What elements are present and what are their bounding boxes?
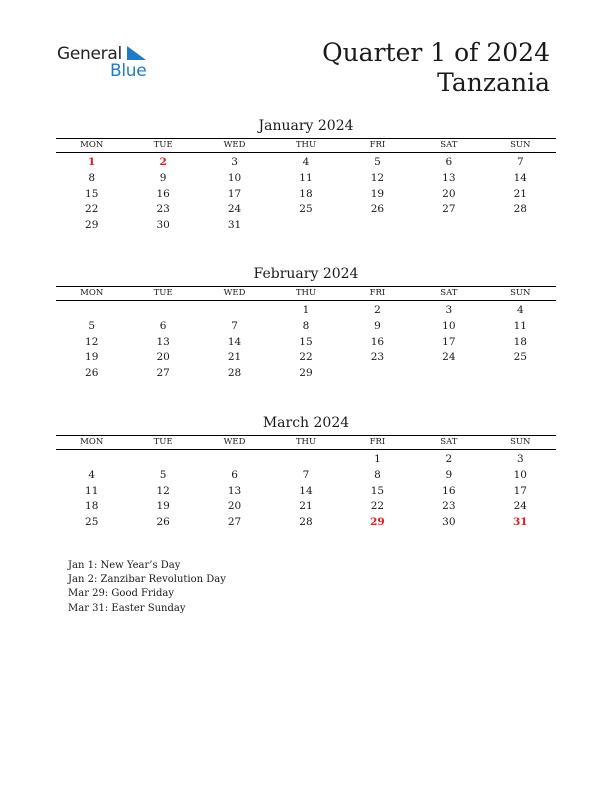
weekday-sat: SAT (440, 288, 458, 298)
day-cell: 10 (513, 468, 527, 481)
day-grid (56, 452, 556, 531)
day-cell: 26 (85, 367, 99, 380)
day-cell: 12 (156, 484, 170, 497)
day-cell: 12 (370, 171, 385, 184)
empty-day-cell (127, 452, 198, 468)
day-cell: 17 (513, 484, 527, 497)
day-cell: 13 (156, 335, 170, 348)
day-cell: 29 (299, 367, 313, 380)
day-cell: 9 (159, 171, 167, 184)
day-cell: 13 (442, 171, 456, 184)
day-grid (56, 155, 556, 250)
weekday-sun: SUN (510, 437, 531, 447)
empty-day-cell (485, 366, 556, 382)
empty-day-cell (413, 366, 484, 382)
day-cell: 19 (85, 351, 99, 364)
weekday-header (56, 286, 556, 301)
holiday-note: Jan 2: Zanzibar Revolution Day (68, 574, 226, 586)
day-cell: 25 (299, 203, 313, 216)
logo-text-blue: Blue (110, 61, 147, 81)
empty-day-cell (56, 452, 127, 468)
day-cell: 21 (299, 500, 313, 513)
day-cell: 26 (370, 203, 385, 216)
day-cell: 8 (374, 468, 381, 481)
page-title (322, 38, 550, 98)
month-march (56, 414, 556, 531)
day-cell: 17 (227, 187, 242, 200)
day-cell: 5 (159, 468, 167, 481)
title-country: Tanzania (437, 68, 550, 97)
day-cell: 15 (299, 335, 313, 348)
empty-day-cell (199, 452, 270, 468)
day-cell: 9 (374, 319, 381, 332)
holiday-notes (68, 559, 226, 616)
day-cell: 15 (370, 484, 385, 497)
day-cell: 30 (156, 219, 170, 232)
month-title: March 2024 (262, 415, 350, 431)
weekday-thu: THU (295, 288, 317, 298)
day-cell: 28 (513, 203, 527, 216)
day-cell: 8 (302, 319, 310, 332)
day-cell: 18 (85, 500, 99, 513)
weekday-tue: TUE (153, 140, 173, 150)
holiday-day-cell: 31 (512, 516, 528, 529)
weekday-tue: TUE (153, 437, 173, 447)
day-cell: 19 (370, 187, 385, 200)
holiday-day-cell: 2 (159, 156, 167, 168)
day-cell: 22 (370, 500, 385, 513)
day-cell: 13 (227, 484, 242, 497)
day-cell: 21 (227, 351, 242, 364)
day-cell: 2 (374, 304, 381, 316)
weekday-thu: THU (295, 140, 317, 150)
day-cell: 17 (442, 335, 456, 348)
logo-text-general: General (57, 44, 122, 64)
weekday-sun: SUN (510, 140, 531, 150)
month-title: January 2024 (258, 118, 354, 134)
day-cell: 14 (513, 171, 527, 184)
day-cell: 3 (516, 453, 524, 465)
day-cell: 30 (442, 516, 456, 529)
weekday-wed: WED (223, 437, 246, 447)
day-cell: 1 (374, 453, 381, 465)
weekday-sat: SAT (440, 437, 458, 447)
empty-day-cell (270, 452, 341, 468)
month-february (56, 265, 556, 382)
day-cell: 2 (445, 453, 453, 465)
day-cell: 5 (88, 319, 96, 332)
day-cell: 4 (516, 304, 524, 316)
day-cell: 14 (299, 484, 313, 497)
day-cell: 7 (302, 468, 310, 481)
day-cell: 3 (445, 304, 453, 316)
month-january (56, 117, 556, 250)
weekday-fri: FRI (369, 288, 386, 298)
day-cell: 11 (299, 171, 313, 184)
day-cell: 8 (88, 171, 96, 184)
day-cell: 20 (227, 500, 242, 513)
holiday-note: Mar 29: Good Friday (68, 588, 174, 600)
day-cell: 14 (227, 335, 242, 348)
day-cell: 26 (156, 516, 170, 529)
day-cell: 22 (299, 351, 313, 364)
weekday-mon: MON (80, 140, 104, 150)
day-cell: 22 (85, 203, 99, 216)
day-cell: 6 (445, 156, 453, 168)
weekday-wed: WED (223, 140, 246, 150)
day-cell: 11 (85, 484, 99, 497)
day-cell: 29 (85, 219, 99, 232)
day-cell: 31 (227, 219, 242, 232)
empty-day-cell (56, 234, 127, 250)
day-cell: 7 (516, 156, 524, 168)
weekday-sun: SUN (510, 288, 531, 298)
day-cell: 28 (227, 367, 242, 380)
day-cell: 19 (156, 500, 170, 513)
day-cell: 4 (302, 156, 310, 168)
day-cell: 23 (370, 351, 385, 364)
day-cell: 27 (442, 203, 456, 216)
day-cell: 24 (442, 351, 456, 364)
empty-day-cell (270, 218, 341, 234)
holiday-note: Jan 1: New Year’s Day (68, 560, 181, 571)
day-cell: 4 (88, 468, 96, 481)
holiday-day-cell: 1 (88, 156, 96, 168)
day-cell: 10 (442, 319, 456, 332)
day-cell: 10 (227, 171, 242, 184)
weekday-tue: TUE (153, 288, 173, 298)
day-cell: 1 (302, 304, 310, 316)
day-cell: 27 (227, 516, 242, 529)
day-cell: 9 (445, 468, 453, 481)
holiday-note: Mar 31: Easter Sunday (68, 602, 186, 614)
day-cell: 20 (156, 351, 170, 364)
empty-day-cell (342, 366, 413, 382)
day-cell: 16 (156, 187, 170, 200)
day-cell: 16 (370, 335, 385, 348)
day-grid (56, 303, 556, 382)
empty-day-cell (485, 218, 556, 234)
logo-triangle-icon (125, 45, 147, 61)
day-cell: 24 (513, 500, 527, 513)
day-cell: 24 (227, 203, 242, 216)
title-quarter: Quarter 1 of 2024 (322, 38, 550, 67)
empty-day-cell (413, 218, 484, 234)
weekday-sat: SAT (440, 140, 458, 150)
holiday-day-cell: 29 (370, 516, 385, 529)
empty-day-cell (56, 303, 127, 319)
empty-day-cell (342, 218, 413, 234)
empty-day-cell (127, 303, 198, 319)
day-cell: 25 (513, 351, 527, 364)
weekday-header (56, 435, 556, 450)
day-cell: 7 (231, 319, 238, 332)
brand-logo (57, 42, 157, 82)
day-cell: 18 (299, 187, 313, 200)
day-cell: 6 (231, 468, 238, 481)
weekday-mon: MON (80, 288, 104, 298)
day-cell: 27 (156, 367, 170, 380)
weekday-header (56, 138, 556, 153)
day-cell: 23 (156, 203, 170, 216)
day-cell: 20 (442, 187, 456, 200)
day-cell: 11 (513, 319, 527, 332)
day-cell: 28 (299, 516, 313, 529)
weekday-fri: FRI (369, 140, 386, 150)
day-cell: 6 (159, 319, 167, 332)
month-title: February 2024 (253, 266, 359, 282)
day-cell: 18 (513, 335, 527, 348)
day-cell: 21 (513, 187, 527, 200)
weekday-fri: FRI (369, 437, 386, 447)
day-cell: 25 (85, 516, 99, 529)
day-cell: 23 (442, 500, 456, 513)
day-cell: 16 (442, 484, 456, 497)
weekday-wed: WED (223, 288, 246, 298)
day-cell: 5 (374, 156, 381, 168)
weekday-mon: MON (80, 437, 104, 447)
day-cell: 15 (85, 187, 99, 200)
day-cell: 12 (85, 335, 99, 348)
empty-day-cell (127, 234, 198, 250)
weekday-thu: THU (295, 437, 317, 447)
empty-day-cell (199, 303, 270, 319)
day-cell: 3 (231, 156, 238, 168)
